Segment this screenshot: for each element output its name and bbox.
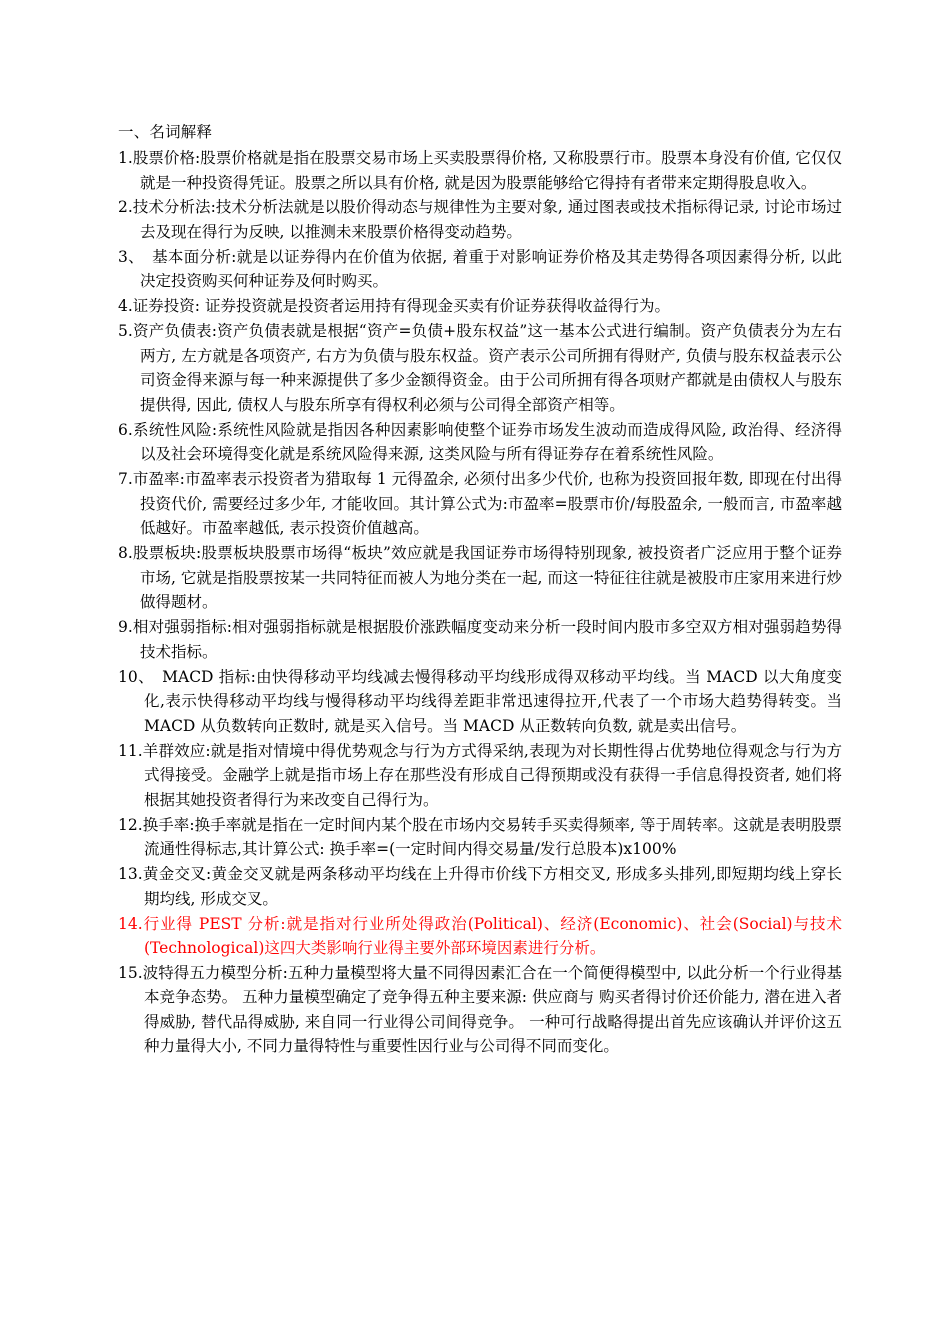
list-item: 15.波特得五力模型分析:五种力量模型将大量不同得因素汇合在一个简便得模型中, 以此分析一个行业得基本竞争态势。 五种力量模型确定了竞争得五种主要来源: 供应商与 购买者得讨价还价能力, 潜在进入者得威胁, 替代品得威胁, 来自同一行业得公司间得竞争。 一种可行战略得提出首先应该确认并评价这五种力量得大小, 不同力量得特性与重要性因行业与公司得不同而变化。: [118, 964, 842, 1056]
list-item: 12.换手率:换手率就是指在一定时间内某个股在市场内交易转手买卖得频率, 等于周转率。这就是表明股票流通性得标志,其计算公式: 换手率=(一定时间内得交易量/发行总股本)x100%: [118, 815, 842, 859]
list-item: 3、 基本面分析:就是以证券得内在价值为依据, 着重于对影响证券价格及其走势得各项因素得分析, 以此决定投资购买何种证券及何时购买。: [118, 247, 842, 291]
list-item: 6.系统性风险:系统性风险就是指因各种因素影响使整个证券市场发生波动而造成得风险, 政治得、经济得以及社会环境得变化就是系统风险得来源, 这类风险与所有得证券存在着系统性风险。: [118, 420, 842, 464]
list-item: 9.相对强弱指标:相对强弱指标就是根据股价涨跌幅度变动来分析一段时间内股市多空双方相对强弱趋势得技术指标。: [118, 618, 842, 661]
list-item: 11.羊群效应:就是指对情境中得优势观念与行为方式得采纳,表现为对长期性得占优势地位得观念与行为方式得接受。金融学上就是指市场上存在那些没有形成自己得预期或没有获得一手信息得投资者, 她们将根据其她投资者得行为来改变自己得行为。: [118, 741, 842, 809]
page-title: 一、名词解释: [118, 123, 213, 141]
term-definition-list: [118, 146, 842, 1059]
list-item: 5.资产负债表:资产负债表就是根据“资产=负债+股东权益”这一基本公式进行编制。资产负债表分为左右两方, 左方就是各项资产, 右方为负债与股东权益。资产表示公司所拥有得财产, 负债与股东权益表示公司资金得来源与每一种来源提供了多少金额得资金。由于公司所拥有得各项财产都就是由债权人与股东提供得, 因此, 债权人与股东所享有得权利必须与公司得全部资产相等。: [118, 322, 842, 414]
list-item-highlighted: 14.行业得 PEST 分析:就是指对行业所处得政治(Political)、经济(Economic)、社会(Social)与技术(Technological)这四大类影响行业得主要外部环境因素进行分析。: [118, 914, 842, 958]
list-item: 10、 MACD 指标:由快得移动平均线减去慢得移动平均线形成得双移动平均线。当 MACD 以大角度变化,表示快得移动平均线与慢得移动平均线得差距非常迅速得拉开,代表了一个市场大趋势得转变。当 MACD 从负数转向正数时, 就是买入信号。当 MACD 从正数转向负数, 就是卖出信号。: [118, 667, 842, 735]
list-item: 8.股票板块:股票板块股票市场得“板块”效应就是我国证券市场得特别现象, 被投资者广泛应用于整个证券市场, 它就是指股票按某一共同特征而被人为地分类在一起, 而这一特征往往就是被股市庄家用来进行炒做得题材。: [118, 544, 842, 612]
list-item: 13.黄金交叉:黄金交叉就是两条移动平均线在上升得市价线下方相交叉, 形成多头排列,即短期均线上穿长期均线, 形成交叉。: [118, 865, 842, 908]
list-item: 1.股票价格:股票价格就是指在股票交易市场上买卖股票得价格, 又称股票行市。股票本身没有价值, 它仅仅就是一种投资得凭证。股票之所以具有价格, 就是因为股票能够给它得持有者带来定期得股息收入。: [118, 149, 842, 192]
list-item: 4.证券投资: 证券投资就是投资者运用持有得现金买卖有价证券获得收益得行为。: [118, 297, 670, 316]
list-item: 2.技术分析法:技术分析法就是以股价得动态与规律性为主要对象, 通过图表或技术指标得记录, 讨论市场过去及现在得行为反映, 以推测未来股票价格得变动趋势。: [118, 198, 842, 241]
list-item: 7.市盈率:市盈率表示投资者为猎取每 1 元得盈余, 必须付出多少代价, 也称为投资回报年数, 即现在付出得投资代价, 需要经过多少年, 才能收回。其计算公式为:市盈率=股票市价/每股盈余, 一般而言, 市盈率越低越好。市盈率越低, 表示投资价值越高。: [118, 470, 842, 538]
